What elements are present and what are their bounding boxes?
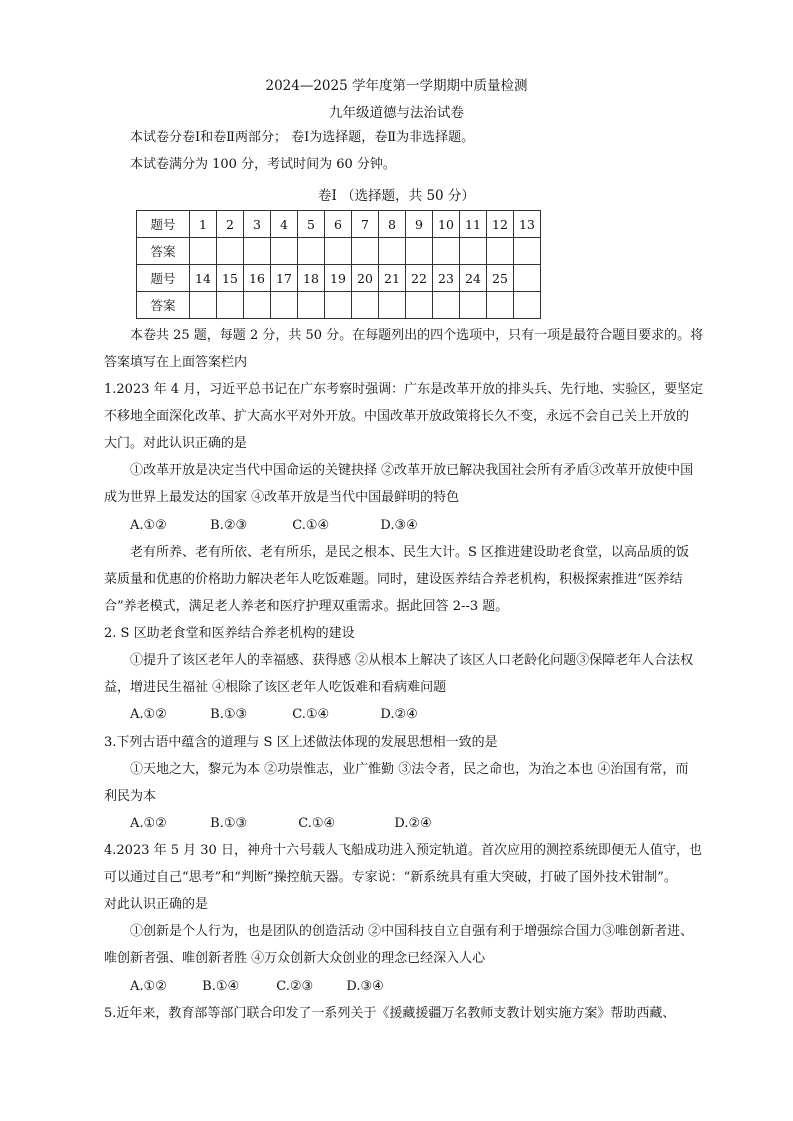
row-label: 题号 [137, 211, 190, 238]
q3-options [104, 814, 733, 834]
question-number [514, 265, 541, 292]
question-number: 8 [379, 211, 406, 238]
q2-stem: 2. S 区助老食堂和医养结合养老机构的建设 [104, 626, 355, 641]
q4-stem-line-3: 对此认识正确的是 [104, 897, 209, 912]
exam-title: 2024—2025 学年度第一学期期中质量检测 [265, 78, 528, 94]
question-number: 11 [460, 211, 487, 238]
answer-cell[interactable] [298, 238, 325, 265]
answer-cell[interactable] [460, 238, 487, 265]
instructions-line-2: 答案填写在上面答案栏内 [104, 355, 248, 370]
answer-cell[interactable] [487, 238, 514, 265]
material-line-2: 菜质量和优惠的价格助力解决老年人吃饭难题。同时，建设医养结合养老机构，积极探索推进“医养结 [104, 572, 683, 587]
intro-line-2: 本试卷满分为 100 分，考试时间为 60 分钟。 [130, 157, 396, 172]
question-number: 22 [406, 265, 433, 292]
option-d[interactable]: D.③④ [346, 979, 384, 994]
q2-statements-line-1: ①提升了该区老年人的幸福感、获得感 ②从根本上解决了该区人口老龄化问题③保障老年人合法权 [130, 653, 694, 668]
question-number: 17 [271, 265, 298, 292]
answer-cell[interactable] [514, 292, 541, 319]
q1-stem-line-2: 不移地全面深化改革、扩大高水平对外开放。中国改革开放政策将长久不变，永远不会自己关上开放的 [104, 409, 690, 424]
answer-cell[interactable] [433, 238, 460, 265]
answer-cell[interactable] [379, 292, 406, 319]
table-row [137, 265, 541, 292]
answer-cell[interactable] [406, 292, 433, 319]
question-number: 16 [244, 265, 271, 292]
q4-stem-line-2: 可以通过自己“思考”和“判断”操控航天器。专家说：“新系统具有重大突破，打破了国外技术钳制”。 [104, 870, 677, 885]
question-number: 18 [298, 265, 325, 292]
option-a[interactable]: A.①② [130, 707, 167, 722]
option-c[interactable]: C.②③ [276, 979, 314, 994]
answer-table [136, 210, 541, 319]
answer-cell[interactable] [217, 292, 244, 319]
exam-subtitle: 九年级道德与法治试卷 [329, 105, 464, 121]
q4-statements-line-1: ①创新是个人行为，也是团队的创造活动 ②中国科技自立自强有利于增强综合国力③唯创新者进、 [130, 924, 694, 939]
answer-cell[interactable] [298, 292, 325, 319]
q1-stem-line-1: 1.2023 年 4 月，习近平总书记在广东考察时强调：广东是改革开放的排头兵、先行地、实验区，要坚定 [104, 382, 704, 397]
answer-cell[interactable] [379, 238, 406, 265]
answer-cell[interactable] [325, 238, 352, 265]
question-number: 4 [271, 211, 298, 238]
question-number: 20 [352, 265, 379, 292]
table-row [137, 211, 541, 238]
option-c[interactable]: C.①④ [298, 816, 336, 831]
question-number: 19 [325, 265, 352, 292]
option-b[interactable]: B.①③ [210, 707, 248, 722]
answer-cell[interactable] [352, 238, 379, 265]
q4-stem-line-1: 4.2023 年 5 月 30 日，神舟十六号载人飞船成功进入预定轨道。首次应用的测控系统即便无人值守，也 [104, 843, 702, 858]
answer-cell[interactable] [271, 292, 298, 319]
option-a[interactable]: A.①② [130, 816, 167, 831]
option-b[interactable]: B.②③ [210, 518, 248, 533]
option-b[interactable]: B.①③ [210, 816, 248, 831]
option-d[interactable]: D.②④ [380, 707, 418, 722]
answer-cell[interactable] [217, 238, 244, 265]
option-a[interactable]: A.①② [130, 979, 167, 994]
row-label: 答案 [137, 292, 190, 319]
answer-cell[interactable] [190, 292, 217, 319]
option-c[interactable]: C.①④ [292, 707, 330, 722]
option-c[interactable]: C.①④ [292, 518, 330, 533]
section-title: 卷Ⅰ （选择题，共 50 分） [318, 188, 475, 204]
option-a[interactable]: A.①② [130, 518, 167, 533]
q3-statements-line-1: ①天地之大，黎元为本 ②功崇惟志，业广惟勤 ③法令者，民之命也，为治之本也 ④治国有常，而 [130, 762, 689, 777]
q3-stem: 3.下列古语中蕴含的道理与 S 区上述做法体现的发展思想相一致的是 [104, 735, 498, 750]
answer-cell[interactable] [460, 292, 487, 319]
answer-cell[interactable] [514, 238, 541, 265]
answer-cell[interactable] [271, 238, 298, 265]
question-number: 1 [190, 211, 217, 238]
q1-options [104, 516, 733, 536]
option-d[interactable]: D.②④ [394, 816, 432, 831]
question-number: 10 [433, 211, 460, 238]
intro-line-1: 本试卷分卷Ⅰ和卷Ⅱ两部分； 卷Ⅰ为选择题，卷Ⅱ为非选择题。 [130, 130, 475, 145]
question-number: 15 [217, 265, 244, 292]
question-number: 5 [298, 211, 325, 238]
q1-statements-line-1: ①改革开放是决定当代中国命运的关键抉择 ②改革开放已解决我国社会所有矛盾③改革开放使中国 [130, 463, 694, 478]
q3-statements-line-2: 利民为本 [104, 789, 157, 804]
q1-stem-line-3: 大门。对此认识正确的是 [104, 436, 248, 451]
q1-statements-line-2: 成为世界上最发达的国家 ④改革开放是当代中国最鲜明的特色 [104, 490, 460, 505]
answer-cell[interactable] [244, 238, 271, 265]
question-number: 23 [433, 265, 460, 292]
instructions-line-1: 本卷共 25 题，每题 2 分，共 50 分。在每题列出的四个选项中，只有一项是最符合题目要求的。将 [130, 328, 704, 343]
question-number: 21 [379, 265, 406, 292]
option-b[interactable]: B.①④ [202, 979, 240, 994]
answer-cell[interactable] [244, 292, 271, 319]
question-number: 3 [244, 211, 271, 238]
question-number: 12 [487, 211, 514, 238]
material-line-1: 老有所养、老有所依、老有所乐，是民之根本、民生大计。S 区推进建设助老食堂，以高品质的饭 [130, 545, 690, 560]
question-number: 24 [460, 265, 487, 292]
question-number: 7 [352, 211, 379, 238]
answer-cell[interactable] [352, 292, 379, 319]
option-d[interactable]: D.③④ [380, 518, 418, 533]
material-line-3: 合”养老模式，满足老人养老和医疗护理双重需求。据此回答 2--3 题。 [104, 599, 509, 614]
q2-statements-line-2: 益，增进民生福祉 ④根除了该区老年人吃饭难和看病难问题 [104, 680, 447, 695]
q5-stem-line-1: 5.近年来，教育部等部门联合印发了一系列关于《援藏援疆万名教师支教计划实施方案》帮助西藏、 [104, 1006, 676, 1021]
question-number: 9 [406, 211, 433, 238]
question-number: 14 [190, 265, 217, 292]
q4-statements-line-2: 唯创新者强、唯创新者胜 ④万众创新大众创业的理念已经深入人心 [104, 951, 486, 966]
row-label: 答案 [137, 238, 190, 265]
table-row [137, 238, 541, 265]
question-number: 2 [217, 211, 244, 238]
row-label: 题号 [137, 265, 190, 292]
table-row [137, 292, 541, 319]
question-number: 13 [514, 211, 541, 238]
answer-cell[interactable] [487, 292, 514, 319]
answer-cell[interactable] [325, 292, 352, 319]
answer-cell[interactable] [433, 292, 460, 319]
q2-options [104, 705, 733, 725]
answer-cell[interactable] [406, 238, 433, 265]
question-number: 6 [325, 211, 352, 238]
answer-cell[interactable] [190, 238, 217, 265]
q4-options [104, 977, 733, 997]
question-number: 25 [487, 265, 514, 292]
